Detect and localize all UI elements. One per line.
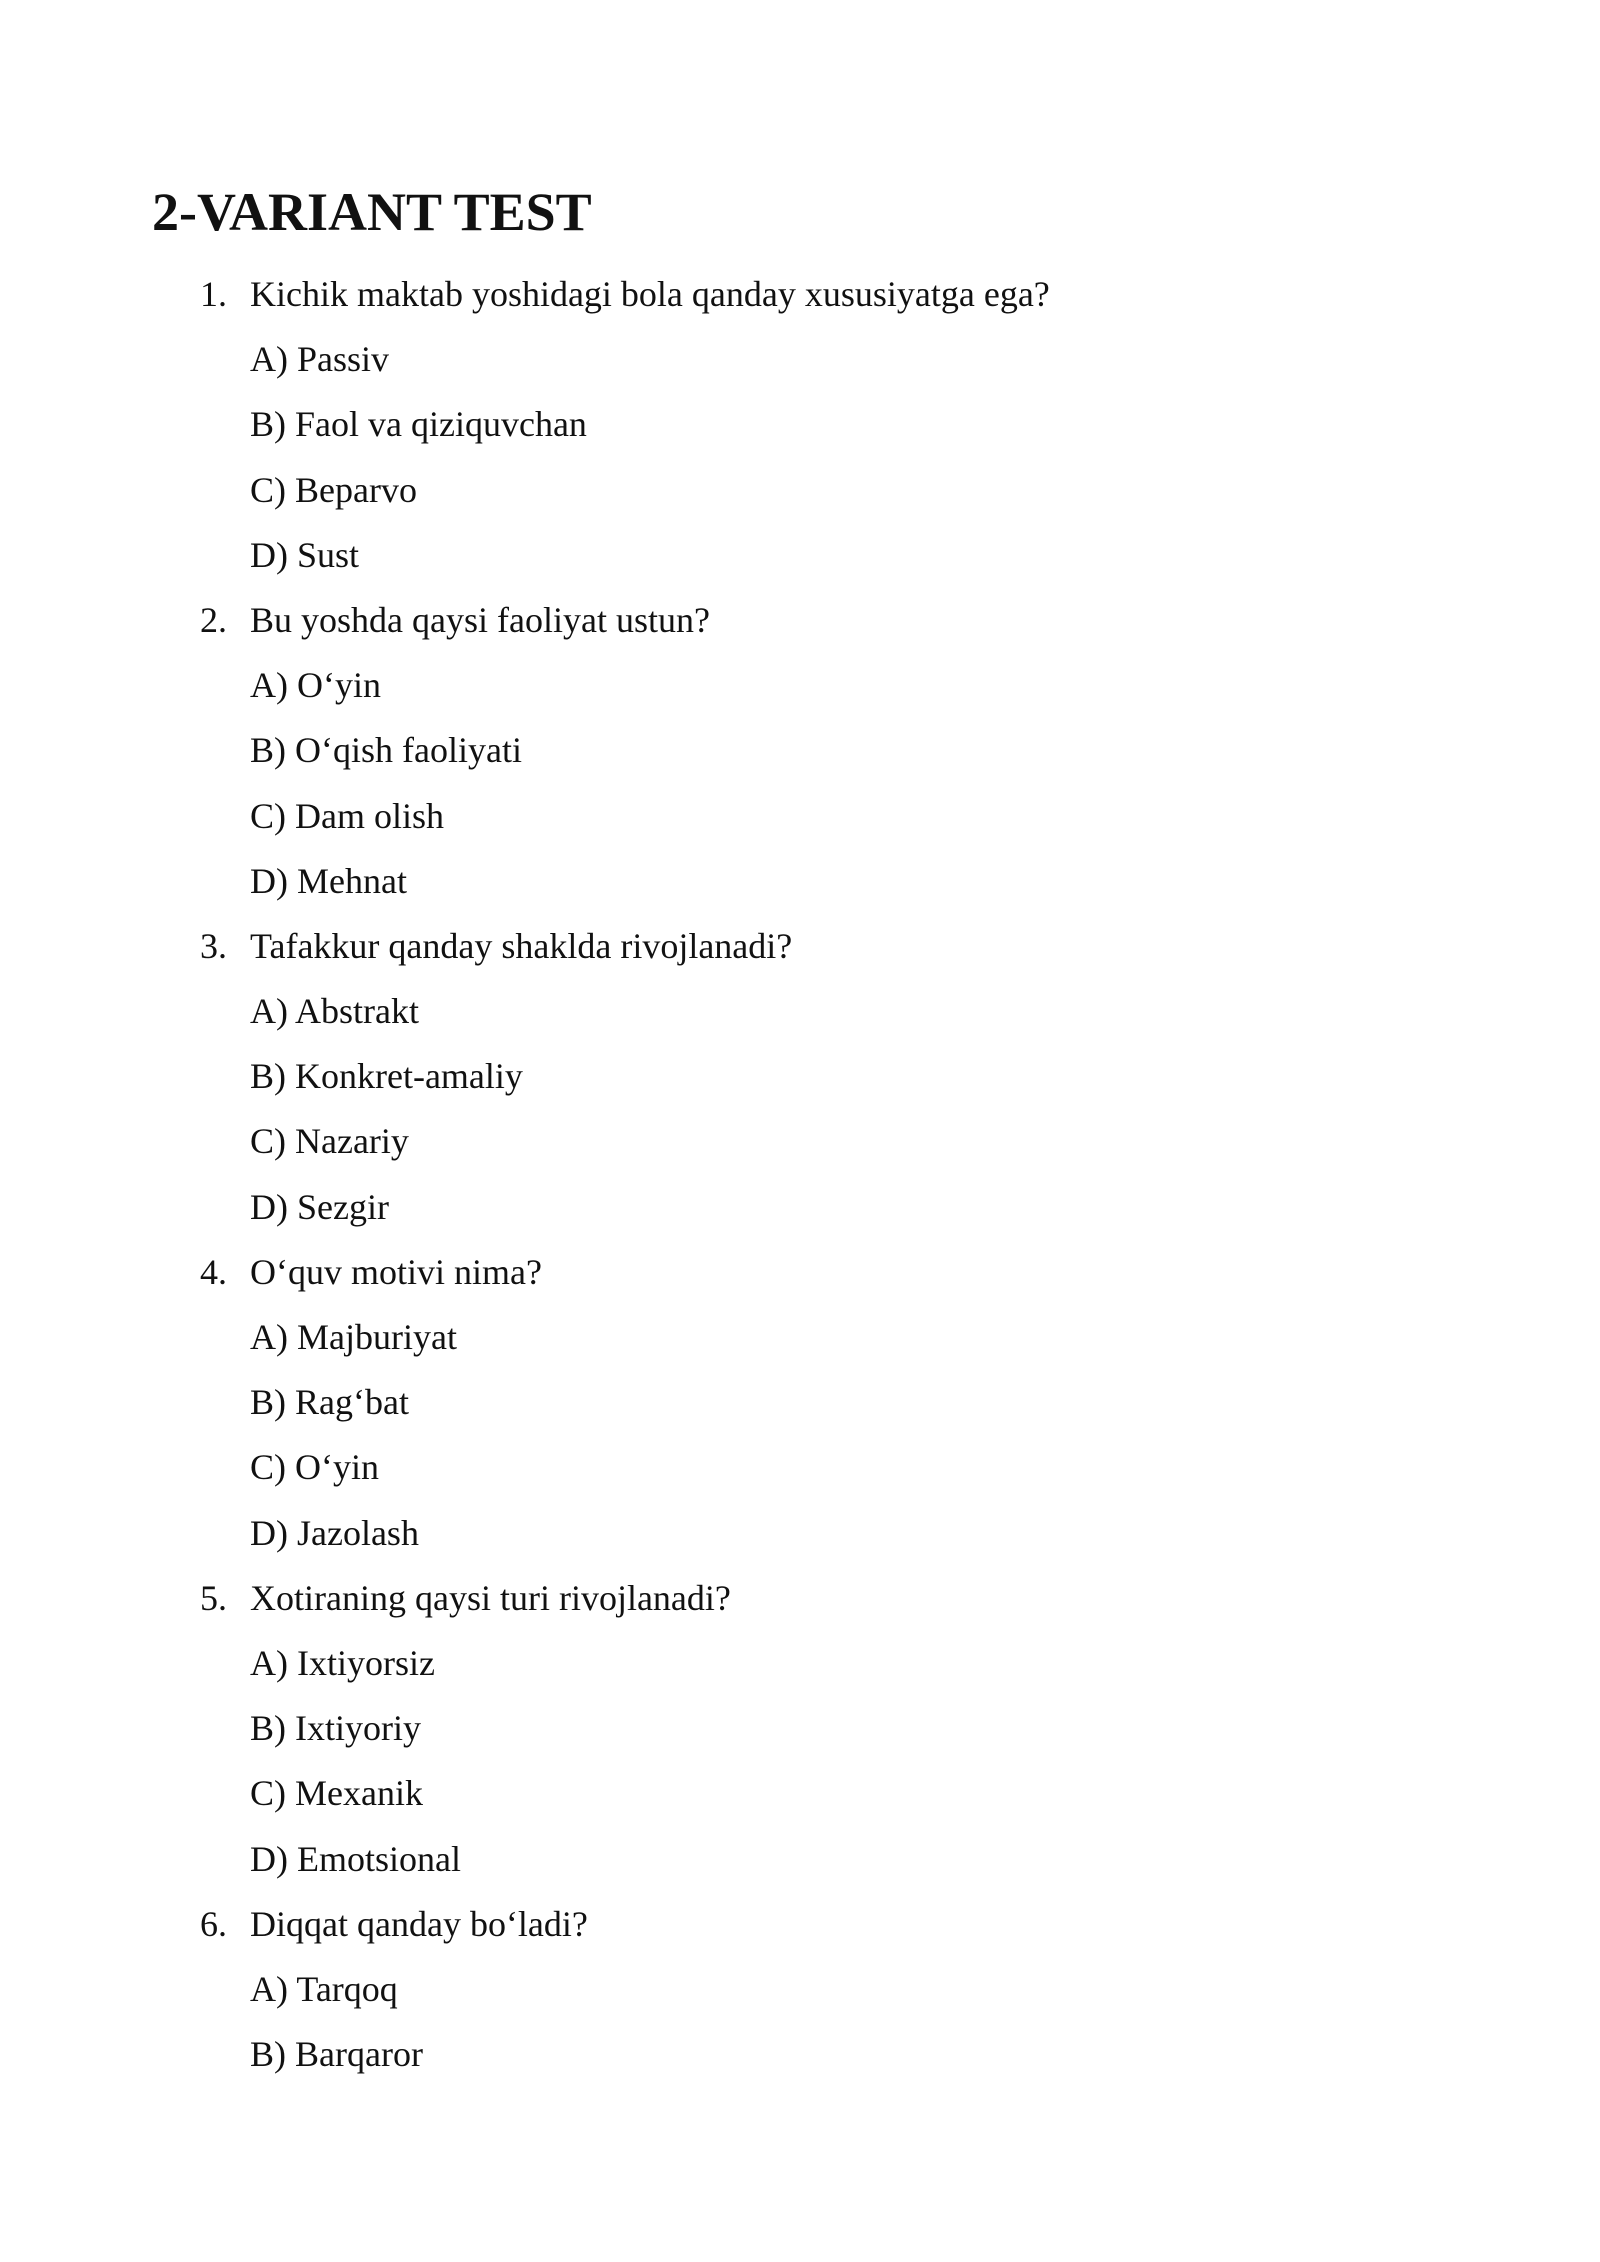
question-text: Xotiraning qaysi turi rivojlanadi? [250,1577,731,1618]
option-line [0,1696,1600,1761]
option-a: A) Tarqoq [250,1968,398,2009]
question-number: 1. [200,274,227,314]
question-line [0,1566,1600,1631]
option-a: A) Ixtiyorsiz [250,1642,435,1683]
option-line [0,1109,1600,1174]
option-line [0,718,1600,783]
option-b: B) O‘qish faoliyati [250,730,522,771]
question-text: O‘quv motivi nima? [250,1251,542,1292]
option-b: B) Barqaror [250,2034,423,2075]
option-a: A) Passiv [250,339,390,380]
option-line [0,523,1600,588]
question-line [0,588,1600,653]
option-d: D) Jazolash [250,1512,419,1553]
option-line [0,1175,1600,1240]
option-c: C) Mexanik [250,1773,423,1814]
option-line [0,1305,1600,1370]
option-line [0,784,1600,849]
option-line [0,2022,1600,2087]
option-c: C) Dam olish [250,795,444,836]
question-list [0,262,1600,2087]
option-d: D) Sezgir [250,1186,389,1227]
question-line [0,1240,1600,1305]
option-line [0,1435,1600,1500]
option-line [0,1501,1600,1566]
question-item [0,588,1600,914]
option-line [0,1631,1600,1696]
question-text: Kichik maktab yoshidagi bola qanday xususiyatga ega? [250,274,1050,314]
option-c: C) O‘yin [250,1447,379,1488]
question-line [0,1892,1600,1957]
option-line [0,392,1600,457]
option-c: C) Nazariy [250,1121,409,1162]
option-line [0,653,1600,718]
option-line [0,1761,1600,1826]
option-line [0,849,1600,914]
question-item [0,262,1600,588]
option-b: B) Konkret-amaliy [250,1056,523,1097]
option-d: D) Mehnat [250,860,407,901]
question-number: 6. [200,1903,227,1944]
option-d: D) Emotsional [250,1838,461,1879]
option-line [0,1827,1600,1892]
question-text: Tafakkur qanday shaklda rivojlanadi? [250,925,793,966]
page-title: 2-VARIANT TEST [152,182,592,242]
question-text: Bu yoshda qaysi faoliyat ustun? [250,599,710,640]
option-line [0,327,1600,392]
question-item [0,1892,1600,2088]
question-item [0,914,1600,1240]
option-d: D) Sust [250,534,360,575]
question-number: 4. [200,1251,227,1292]
option-line [0,458,1600,523]
question-text: Diqqat qanday bo‘ladi? [250,1903,588,1944]
option-line [0,1044,1600,1109]
question-line [0,914,1600,979]
option-line [0,1370,1600,1435]
question-line [0,262,1600,327]
question-number: 2. [200,599,227,640]
question-number: 5. [200,1577,227,1618]
option-b: B) Rag‘bat [250,1382,409,1423]
option-b: B) Ixtiyoriy [250,1708,421,1749]
option-a: A) Abstrakt [250,991,419,1032]
question-item [0,1240,1600,1566]
option-a: A) O‘yin [250,665,381,706]
option-line [0,1957,1600,2022]
question-number: 3. [200,925,227,966]
question-item [0,1566,1600,1892]
option-c: C) Beparvo [250,469,417,510]
option-a: A) Majburiyat [250,1317,457,1357]
option-line [0,979,1600,1044]
option-b: B) Faol va qiziquvchan [250,404,587,445]
